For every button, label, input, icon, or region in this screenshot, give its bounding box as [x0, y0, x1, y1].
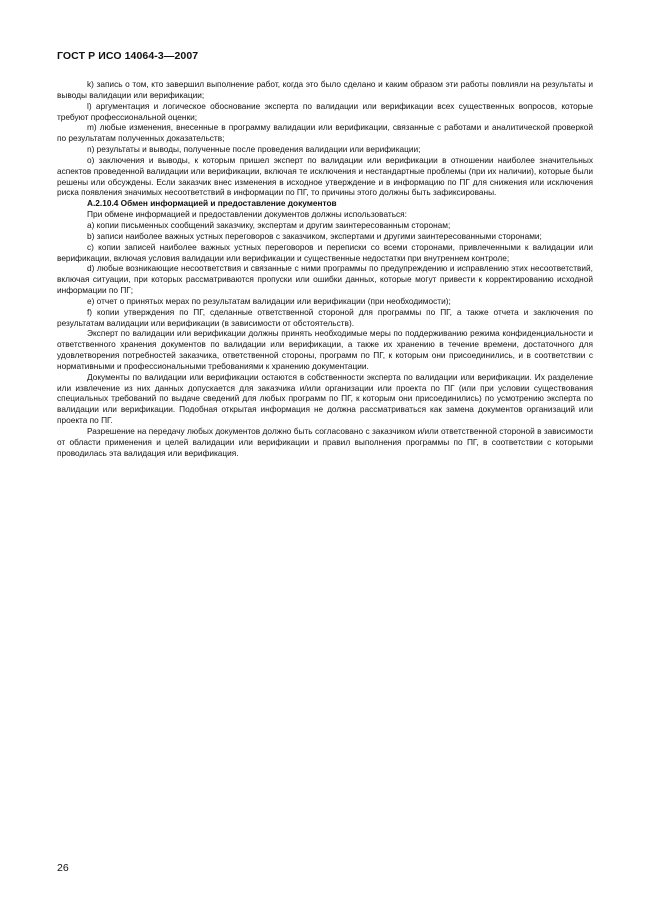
section-intro: При обмене информацией и предоставлении документов должны использоваться: [87, 209, 407, 220]
paragraph-transfer: Разрешение на передачу любых документов должно быть согласовано с заказчиком и/или ответственной стороной в зависимости от области применения и целей валидации или верификации и правил выполнения программы по ПГ, в соответствии с которыми проводилась эта валидация или верификация. [57, 426, 593, 458]
list-item-b: b) записи наиболее важных устных переговоров с заказчиком, экспертами и другими заинтересованными сторонами; [87, 230, 542, 241]
paragraph-item-m: m) любые изменения, внесенные в программу валидации или верификации, связанные с работами и аналитической проверкой по результатам полученных доказательств; [57, 122, 593, 144]
section-heading: A.2.10.4 Обмен информацией и предоставление документов [87, 198, 337, 209]
list-item-f: f) копии утверждения по ПГ, сделанные ответственной стороной для программы по ПГ, а также отчета и заключения по результатам валидации или верификации (в зависимости от обстоятельств). [57, 306, 593, 328]
paragraph-item-o: o) заключения и выводы, к которым пришел эксперт по валидации или верификации в отношении наиболее значительных аспектов проведенной валидации или верификации, включая те исключения и нестандартные проблемы (при их наличии), которые были решены или обсуждены. Если заказчик внес изменения в исходное утверждение и в информацию по ПГ для снижения или исключения риска появления значимых несоответствий в информации по ПГ, то причины этого должны быть зафиксированы. [57, 154, 593, 198]
document-body [57, 79, 593, 459]
paragraph-item-k: k) запись о том, кто завершил выполнение работ, когда это было сделано и каким образом эти работы повлияли на результаты и выводы валидации или верификации; [57, 79, 593, 100]
page-number: 26 [57, 862, 69, 874]
paragraph-confidentiality: Эксперт по валидации или верификации должны принять необходимые меры по поддерживанию режима конфиденциальности и ответственного хранения документов по валидации или верификации, а также их хранению в течение времени, достаточного для удовлетворения потребностей заказчика, ответственной стороны, программ по ПГ, к которым они присоединились, и в соответствии с нормативными и профессиональными требованиями к хранению документации. [57, 328, 593, 371]
paragraph-item-n: n) результаты и выводы, полученные после проведения валидации или верификации; [87, 144, 421, 155]
list-item-c: c) копии записей наиболее важных устных переговоров и переписки со всеми сторонами, привлеченными к валидации или верификации, включая условия валидации или верификации и существенные недостатки при внутреннем контроле; [57, 241, 593, 263]
document-header: ГОСТ Р ИСО 14064-3—2007 [57, 50, 199, 62]
list-item-d: d) любые возникающие несоответствия и связанные с ними программы по предупреждению и исправлению этих несоответствий, включая ситуации, при которых рассматриваются пропуски или ошибки данных, которые могут привести к корректированию исходной информации по ПГ; [57, 263, 593, 296]
list-item-a: a) копии письменных сообщений заказчику, экспертам и другим заинтересованным сторонам; [87, 219, 451, 230]
paragraph-ownership: Документы по валидации или верификации остаются в собственности эксперта по валидации или верификации. Их разделение или извлечение из них данных допускается для заказчика и/или организации или проекта по ПГ (или при условии существования специальных требований по выдаче сведений для любых программ по ПГ, к которым они присоединились) по усмотрению эксперта по валидации или верификации. Подобная открытая информация не должна рассматриваться как замена документов организаций или проекта по ПГ. [57, 371, 593, 426]
paragraph-item-l: l) аргументация и логическое обоснование эксперта по валидации или верификации всех существенных вопросов, которые требуют профессиональной оценки; [57, 100, 593, 122]
list-item-e: e) отчет о принятых мерах по результатам валидации или верификации (при необходимости); [87, 295, 451, 306]
